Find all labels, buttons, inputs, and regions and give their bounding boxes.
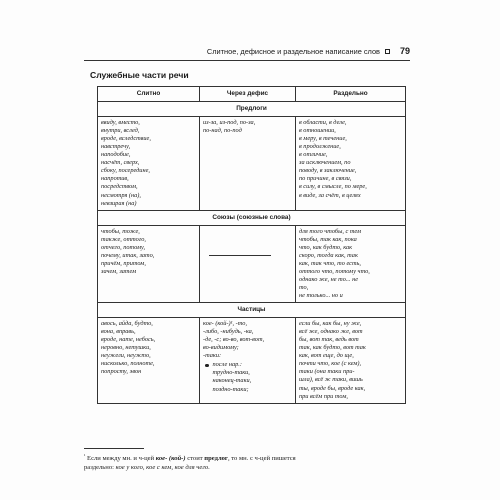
cell-line: посредством, [101, 183, 138, 191]
cell-line: в меру, в течение, [299, 135, 347, 143]
table-header-row [98, 87, 406, 102]
footnote-text: стоит [185, 455, 205, 463]
cell-line: как, вот еще, до ще, [299, 352, 354, 360]
cell-line: в отношении, [299, 127, 336, 135]
cell-line: наконец-таки, [212, 377, 252, 385]
footnote-line [84, 464, 404, 473]
cell-line: что, как будто, как [299, 243, 353, 251]
cell-line: в силу, в смысле, по мере, [299, 183, 367, 191]
cell-line: всё же, однако же, вот [299, 328, 363, 336]
cell-line: -либо, -нибудь, -ка, [203, 328, 254, 336]
footnote-rule [84, 448, 144, 449]
cell-line: так, как будто, вот так [299, 344, 366, 352]
cell-slitno [98, 225, 200, 302]
footnote-text: , то мн. с ч-цей пишется [227, 455, 296, 463]
cell-line: по-над, по-под [203, 127, 242, 135]
cell-line: насчёт, сверх, [101, 159, 140, 167]
cell-line: неровно, нетушки, [101, 344, 151, 352]
cell-line: таки (она таки при- [299, 368, 355, 376]
group-title: Частицы [98, 303, 406, 318]
cell-line: неужели, неужто, [101, 352, 151, 360]
footnote-text: раздельно: [84, 463, 116, 471]
cell-line: сбоку, посередине, [101, 167, 150, 175]
cell-line: -де, -с; во-во, вот-вот, [203, 336, 265, 344]
footnote-line [84, 452, 404, 464]
cell-line: поздно-таки; [212, 385, 249, 393]
cell-line: однако же, не то... не [299, 275, 359, 283]
cell-line: нисколько, полноте, [101, 360, 155, 368]
cell-line: скоро, тогда как, так [299, 251, 358, 259]
cell-line: попросту, эвон [101, 368, 142, 376]
cell-line: навстречу, [101, 143, 131, 151]
cell-razdelno [296, 318, 406, 403]
cell-line: вона, вправь, [101, 328, 136, 336]
group-title: Предлоги [98, 102, 406, 117]
cell-line: для того чтобы, с тем [299, 227, 362, 235]
column-header: Через дефис [200, 87, 296, 102]
cell-defis [200, 117, 296, 211]
cell-razdelno [296, 117, 406, 211]
footnote-examples: кое у кого, кое с кем, кое для чего. [115, 463, 210, 471]
cell-line: ты, вроде бы, вроде как, [299, 384, 366, 392]
group-row [98, 303, 406, 318]
cell-line: по причине, в связи, [299, 175, 352, 183]
square-icon [385, 49, 390, 54]
cell-line: несмотря (на), [101, 191, 141, 199]
cell-line: если бы, как бы, ну же, [299, 320, 362, 328]
cell-line: ввиду, вместо, [101, 119, 140, 127]
cell-line: как, так что, то есть, [299, 259, 361, 267]
cell-line: зачем, затем [101, 267, 137, 275]
section-title: Служебные части речи [90, 70, 189, 80]
bullet-item [203, 361, 292, 393]
spelling-table [97, 86, 406, 404]
cell-slitno [98, 318, 200, 403]
group-row [98, 210, 406, 225]
cell-line: в продолжение, [299, 143, 341, 151]
cell-line: в области, в деле, [299, 119, 347, 127]
cell-line: вроде, нате, небось, [101, 336, 156, 344]
column-header: Слитно [98, 87, 200, 102]
cell-line: из-за, из-под, по-за, [203, 119, 256, 127]
running-header [84, 44, 410, 58]
cell-line: шла), всё ж таки, вишь [299, 376, 363, 384]
cell-razdelno [296, 225, 406, 302]
cell-slitno [98, 117, 200, 211]
cell-line: оттого что, потому что, [299, 267, 370, 275]
table-row [98, 225, 406, 302]
cell-line: также, оттого, [101, 235, 147, 243]
table-row [98, 117, 406, 211]
cell-line: не только... но и [299, 292, 343, 300]
cell-line: трудно-таки, [212, 369, 250, 377]
bullet-icon [205, 364, 209, 368]
bullet-lines [213, 361, 252, 393]
cell-line: вроде, вследствие, [101, 135, 151, 143]
cell-line: причём, притом, [101, 259, 146, 267]
cell-line: во-видимому; [203, 344, 239, 352]
header-rule [84, 60, 410, 61]
cell-line: за исключением, по [299, 159, 351, 167]
footnote-text: Если между мн. и ч-цей [85, 455, 156, 463]
footnote-term: предлог [204, 455, 228, 463]
cell-line: наподобие, [101, 151, 131, 159]
cell-line: в отличие, [299, 151, 328, 159]
column-header: Раздельно [296, 87, 406, 102]
footnote-marker: ¹ [84, 453, 86, 458]
running-title: Слитное, дефисное и раздельное написание слов [206, 46, 380, 56]
cell-line: при всём при том, [299, 392, 348, 400]
cell-line: авось, айда, будто, [101, 320, 153, 328]
cell-line: чтобы, тоже, [101, 227, 140, 235]
table-row [98, 318, 406, 403]
cell-line: кое- (кой-)¹, -то, [203, 320, 248, 328]
cell-line: внутри, вслед, [101, 127, 140, 135]
group-title: Союзы (союзные слова) [98, 210, 406, 225]
empty-dash-line [209, 255, 271, 256]
cell-line: невзирая (на) [101, 199, 137, 207]
cell-line: то, [299, 283, 309, 291]
cell-line: почему, итак, зато, [101, 251, 155, 259]
cell-line: отчего, потому, [101, 243, 146, 251]
cell-line: бы, вот так, ведь вот [299, 336, 359, 344]
cell-line: чтобы, так как, пока [299, 235, 357, 243]
cell-defis [200, 225, 296, 302]
cell-line: напротив, [101, 175, 129, 183]
page-number: 79 [399, 46, 410, 56]
group-row [98, 102, 406, 117]
cell-line: почти что, кое (с кем), [299, 360, 362, 368]
cell-defis [200, 318, 296, 403]
footnote-term: кое- (кой-) [155, 455, 186, 463]
cell-line: в виде, за счёт, в целях [299, 191, 361, 199]
cell-line: после нар.: [212, 361, 242, 369]
footnote [84, 452, 404, 472]
cell-line: поводу, в заключение, [299, 167, 357, 175]
cell-line: -таки: [203, 352, 222, 360]
